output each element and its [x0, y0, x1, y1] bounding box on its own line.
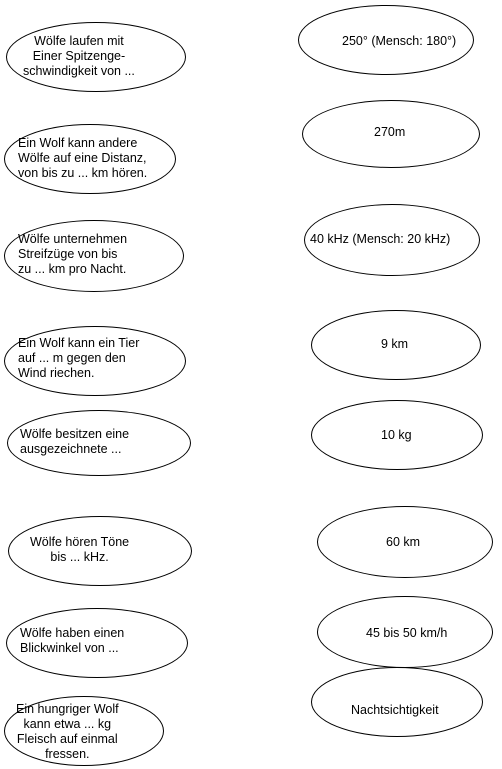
answer-text-2: 270m [374, 125, 406, 139]
answer-oval-8 [311, 667, 483, 737]
answer-text-7: 45 bis 50 km/h [366, 626, 448, 640]
answer-text-1: 250° (Mensch: 180°) [342, 34, 457, 48]
question-text-2: Ein Wolf kann andere Wölfe auf eine Distanz, von bis zu ... km hören. [18, 136, 148, 180]
question-text-8: Ein hungriger Wolf kann etwa ... kg Fleisch auf einmal fressen. [16, 702, 119, 761]
answer-text-4: 9 km [381, 337, 409, 351]
question-text-5: Wölfe besitzen eine ausgezeichnete ... [20, 427, 130, 456]
answer-text-6: 60 km [386, 535, 421, 549]
answer-text-8: Nachtsichtigkeit [351, 703, 439, 717]
answer-text-5: 10 kg [381, 428, 412, 442]
question-text-1: Wölfe laufen mit Einer Spitzenge- schwindigkeit von ... [23, 34, 135, 78]
answer-text-3: 40 kHz (Mensch: 20 kHz) [310, 232, 451, 246]
question-text-7: Wölfe haben einen Blickwinkel von ... [20, 626, 125, 655]
question-text-4: Ein Wolf kann ein Tier auf ... m gegen den Wind riechen. [18, 336, 140, 380]
question-text-6: Wölfe hören Töne bis ... kHz. [30, 535, 130, 564]
question-text-3: Wölfe unternehmen Streifzüge von bis zu ... km pro Nacht. [18, 232, 128, 276]
